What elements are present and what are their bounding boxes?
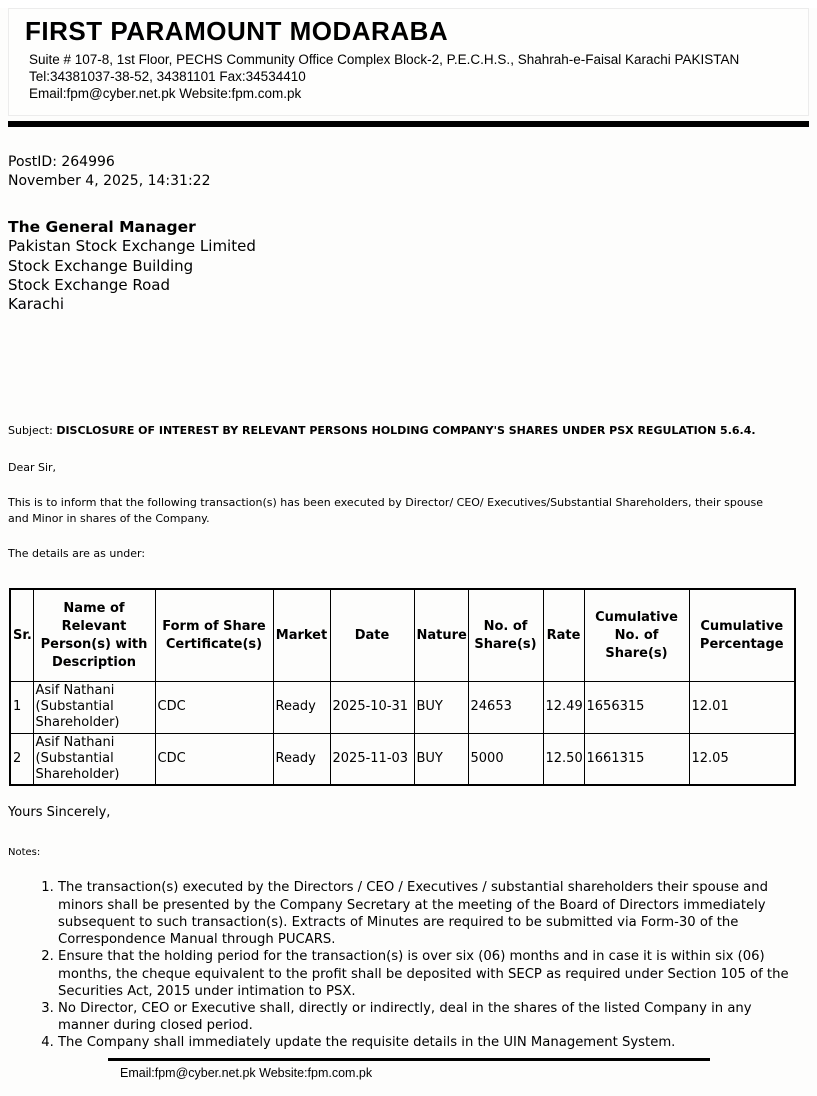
company-name: FIRST PARAMOUNT MODARABA [25, 16, 449, 46]
company-email-website: Email:fpm@cyber.net.pk Website:fpm.com.pk [29, 86, 302, 101]
body-paragraph: This is to inform that the following transaction(s) has been executed by Director/ CEO/ Executives/Substantial Shareholders, their spouse and Minor in shares of the Company. [8, 496, 764, 526]
subject-label: Subject: [8, 424, 57, 438]
addressee-building: Stock Exchange Building [8, 256, 194, 275]
col-shares: No. of Share(s) [468, 589, 543, 681]
cell-form: CDC [155, 733, 273, 785]
disclosure-table [9, 588, 796, 786]
company-tel-fax: Tel:34381037-38-52, 34381101 Fax:34534410 [29, 69, 306, 84]
letterhead [8, 8, 809, 116]
note-item: 4. The Company shall immediately update the requisite details in the UIN Management System. [58, 1034, 800, 1051]
col-cumulative-pct: Cumulative Percentage [689, 589, 795, 681]
cell-nature: BUY [414, 681, 468, 733]
note-item: 3. No Director, CEO or Executive shall, directly or indirectly, deal in the shares of the listed Company in any manner during closed period. [58, 1000, 800, 1034]
cell-date: 2025-10-31 [330, 681, 414, 733]
salutation: Dear Sir, [8, 461, 57, 475]
col-date: Date [330, 589, 414, 681]
table-row [10, 681, 795, 733]
cell-name: Asif Nathani (Substantial Shareholder) [33, 733, 155, 785]
col-cumulative-shares: Cumulative No. of Share(s) [584, 589, 689, 681]
post-datetime: November 4, 2025, 14:31:22 [8, 173, 211, 189]
table-row [10, 733, 795, 785]
cell-rate: 12.50 [543, 733, 584, 785]
cell-nature: BUY [414, 733, 468, 785]
cell-shares: 5000 [468, 733, 543, 785]
col-rate: Rate [543, 589, 584, 681]
addressee-block [8, 218, 817, 314]
header-divider-bar [8, 121, 809, 127]
subject-text: DISCLOSURE OF INTEREST BY RELEVANT PERSONS HOLDING COMPANY'S SHARES UNDER PSX REGULATION 5.6.4. [56, 424, 756, 438]
cell-cumulative-pct: 12.01 [689, 681, 795, 733]
cell-shares: 24653 [468, 681, 543, 733]
cell-market: Ready [273, 681, 330, 733]
col-name: Name of Relevant Person(s) with Description [33, 589, 155, 681]
footer-email-website: Email:fpm@cyber.net.pk Website:fpm.com.pk [120, 1066, 373, 1080]
cell-form: CDC [155, 681, 273, 733]
cell-cumulative-pct: 12.05 [689, 733, 795, 785]
cell-name: Asif Nathani (Substantial Shareholder) [33, 681, 155, 733]
col-nature: Nature [414, 589, 468, 681]
notes-label: Notes: [8, 847, 41, 859]
notes-list [0, 879, 800, 1051]
cell-market: Ready [273, 733, 330, 785]
addressee-city: Karachi [8, 295, 65, 314]
subject-line [8, 424, 817, 437]
note-item: 2. Ensure that the holding period for the transaction(s) is over six (06) months and in case it is within six (06) months, the cheque equivalent to the profit shall be deposited with SECP as required under Section 105 of the Securities Act, 2015 under intimation to PSX. [58, 948, 800, 1000]
addressee-road: Stock Exchange Road [8, 275, 170, 294]
cell-rate: 12.49 [543, 681, 584, 733]
col-market: Market [273, 589, 330, 681]
company-address: Suite # 107-8, 1st Floor, PECHS Community Office Complex Block-2, P.E.C.H.S., Shahrah-e-Faisal Karachi PAKISTAN [29, 52, 740, 67]
post-id: PostID: 264996 [8, 154, 115, 170]
closing: Yours Sincerely, [8, 805, 111, 821]
addressee-title: The General Manager [8, 218, 196, 236]
col-form: Form of Share Certificate(s) [155, 589, 273, 681]
table-header-row [10, 589, 795, 681]
page-footer [108, 1058, 710, 1080]
details-intro: The details are as under: [8, 547, 146, 561]
note-item: 1. The transaction(s) executed by the Directors / CEO / Executives / substantial shareholders their spouse and minors shall be presented by the Company Secretary at the meeting of the Board of Directors immediately subsequent to such transaction(s). Extracts of Minutes are required to be submitted via Form-30 of the Correspondence Manual through PUCARS. [58, 879, 800, 948]
cell-cumulative-shares: 1656315 [584, 681, 689, 733]
letter-page [0, 8, 817, 1096]
addressee-org: Pakistan Stock Exchange Limited [8, 237, 256, 256]
cell-date: 2025-11-03 [330, 733, 414, 785]
post-meta [8, 153, 817, 191]
cell-sr: 2 [10, 733, 33, 785]
cell-sr: 1 [10, 681, 33, 733]
col-sr: Sr. [10, 589, 33, 681]
cell-cumulative-shares: 1661315 [584, 733, 689, 785]
